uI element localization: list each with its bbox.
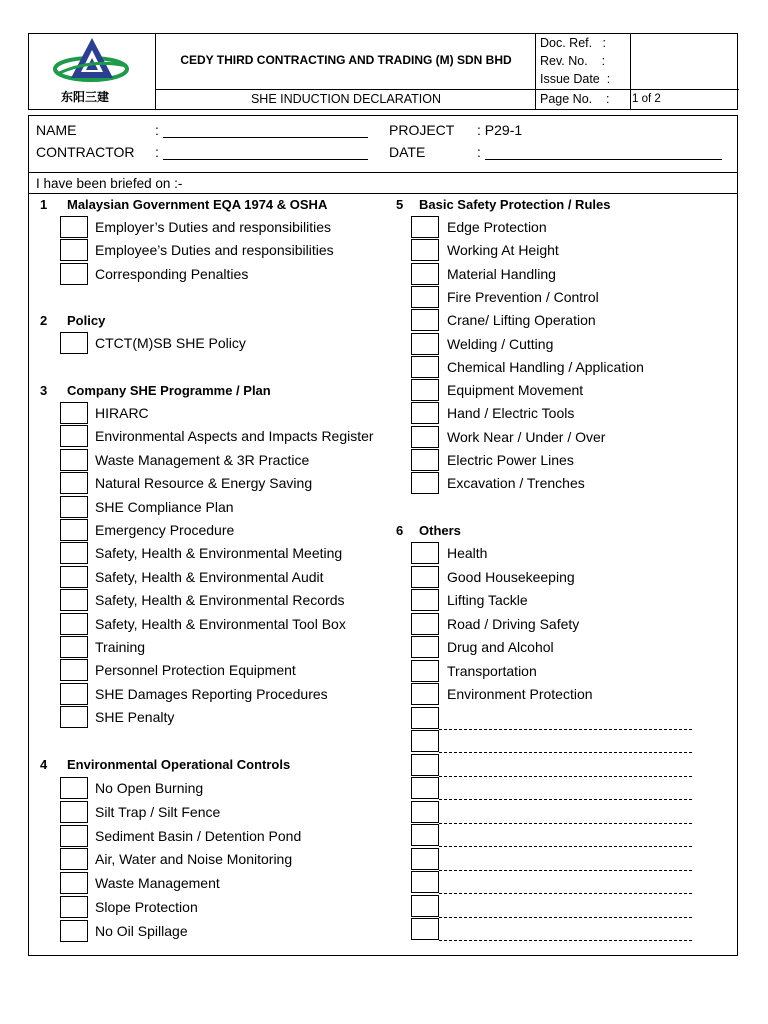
checkbox[interactable] bbox=[60, 566, 88, 588]
section-title: Policy bbox=[67, 313, 106, 328]
section-title: Malaysian Government EQA 1974 & OSHA bbox=[67, 197, 328, 212]
checkbox[interactable] bbox=[411, 286, 439, 308]
checklist-item: Good Housekeeping bbox=[447, 568, 575, 585]
section-number: 5 bbox=[396, 197, 404, 212]
issue-date-label: Issue Date : bbox=[540, 72, 611, 86]
checkbox[interactable] bbox=[411, 216, 439, 238]
checkbox[interactable] bbox=[411, 239, 439, 261]
date-label: DATE bbox=[389, 144, 426, 160]
checkbox[interactable] bbox=[60, 872, 88, 894]
checkbox[interactable] bbox=[60, 636, 88, 658]
checkbox[interactable] bbox=[60, 706, 88, 728]
blank-entry-line[interactable] bbox=[439, 776, 692, 777]
checkbox[interactable] bbox=[411, 263, 439, 285]
checkbox[interactable] bbox=[411, 309, 439, 331]
blank-entry-line[interactable] bbox=[439, 893, 692, 894]
checklist-item: Employer’s Duties and responsibilities bbox=[95, 219, 332, 235]
checklist-item: Work Near / Under / Over bbox=[447, 428, 606, 445]
checkbox[interactable] bbox=[411, 660, 439, 682]
checkbox[interactable] bbox=[411, 918, 439, 940]
document-header bbox=[28, 33, 738, 110]
checkbox[interactable] bbox=[411, 379, 439, 401]
checklist-item: Drug and Alcohol bbox=[447, 639, 554, 655]
section-title: Company SHE Programme / Plan bbox=[67, 383, 271, 398]
header-divider bbox=[535, 34, 536, 109]
checkbox[interactable] bbox=[411, 707, 439, 729]
form-divider bbox=[29, 172, 737, 173]
checklist-item: Electric Power Lines bbox=[447, 452, 574, 468]
checklist-item: Edge Protection bbox=[447, 219, 547, 235]
company-name: CEDY THIRD CONTRACTING AND TRADING (M) SDN BHD bbox=[180, 53, 512, 67]
checkbox[interactable] bbox=[411, 613, 439, 635]
checkbox[interactable] bbox=[411, 848, 439, 870]
checklist-item: No Open Burning bbox=[95, 780, 204, 796]
section-title: Environmental Operational Controls bbox=[67, 757, 291, 772]
section-number: 2 bbox=[40, 313, 48, 328]
company-logo bbox=[51, 36, 135, 88]
checklist-item: CTCT(M)SB SHE Policy bbox=[95, 335, 246, 351]
checklist-item: Material Handling bbox=[447, 265, 556, 282]
blank-entry-line[interactable] bbox=[439, 940, 692, 941]
checklist-item: Safety, Health & Environmental Tool Box bbox=[95, 615, 346, 632]
blank-entry-line[interactable] bbox=[439, 729, 692, 730]
checklist-item: Employee’s Duties and responsibilities bbox=[95, 242, 334, 259]
checkbox[interactable] bbox=[411, 895, 439, 917]
checkbox[interactable] bbox=[411, 333, 439, 355]
name-label: NAME bbox=[36, 122, 77, 138]
page-no-label: Page No. : bbox=[540, 92, 610, 106]
page-number: 1 of 2 bbox=[632, 93, 661, 105]
checklist-item: No Oil Spillage bbox=[95, 922, 188, 939]
colon: : bbox=[155, 122, 159, 138]
blank-entry-line[interactable] bbox=[439, 917, 692, 918]
checklist-item: Environmental Aspects and Impacts Register bbox=[95, 428, 374, 445]
checkbox[interactable] bbox=[60, 519, 88, 541]
header-divider bbox=[155, 34, 156, 109]
briefed-label: I have been briefed on :- bbox=[36, 176, 183, 191]
checkbox[interactable] bbox=[60, 216, 88, 238]
checklist-item: Equipment Movement bbox=[447, 382, 584, 399]
name-field[interactable] bbox=[163, 137, 368, 138]
checklist-item: Safety, Health & Environmental Records bbox=[95, 592, 345, 609]
checkbox[interactable] bbox=[411, 730, 439, 752]
rev-no-label: Rev. No. : bbox=[540, 54, 606, 68]
checkbox[interactable] bbox=[60, 613, 88, 635]
checklist-item: Lifting Tackle bbox=[447, 592, 528, 608]
contractor-label: CONTRACTOR bbox=[36, 144, 135, 160]
colon: : bbox=[477, 144, 481, 160]
checklist-item: Natural Resource & Energy Saving bbox=[95, 475, 313, 492]
checklist-item: Welding / Cutting bbox=[447, 335, 554, 352]
checklist-item: Road / Driving Safety bbox=[447, 615, 580, 632]
checkbox[interactable] bbox=[60, 496, 88, 518]
checklist-item: Safety, Health & Environmental Meeting bbox=[95, 545, 343, 562]
checkbox[interactable] bbox=[411, 777, 439, 799]
section-number: 1 bbox=[40, 197, 48, 212]
checkbox[interactable] bbox=[60, 825, 88, 847]
blank-entry-line[interactable] bbox=[439, 823, 692, 824]
checklist-item: Emergency Procedure bbox=[95, 522, 235, 538]
checkbox[interactable] bbox=[411, 449, 439, 471]
checklist-item: HIRARC bbox=[95, 405, 149, 421]
checklist-item: Transportation bbox=[447, 662, 537, 679]
checkbox[interactable] bbox=[60, 472, 88, 494]
logo-text: 东阳三建 bbox=[61, 90, 110, 104]
blank-entry-line[interactable] bbox=[439, 752, 692, 753]
blank-entry-line[interactable] bbox=[439, 799, 692, 800]
section-title: Others bbox=[419, 523, 461, 538]
checklist-item: Health bbox=[447, 545, 488, 561]
contractor-field[interactable] bbox=[163, 159, 368, 160]
checkbox[interactable] bbox=[60, 263, 88, 285]
form-divider bbox=[29, 193, 737, 194]
checklist-item: Slope Protection bbox=[95, 899, 198, 915]
header-divider bbox=[155, 89, 630, 90]
checkbox[interactable] bbox=[60, 896, 88, 918]
section-number: 3 bbox=[40, 383, 48, 398]
checkbox[interactable] bbox=[411, 356, 439, 378]
checklist-item: Hand / Electric Tools bbox=[447, 405, 575, 422]
checkbox[interactable] bbox=[411, 824, 439, 846]
checkbox[interactable] bbox=[60, 542, 88, 564]
checkbox[interactable] bbox=[411, 426, 439, 448]
section-title: Basic Safety Protection / Rules bbox=[419, 197, 611, 212]
checkbox[interactable] bbox=[60, 589, 88, 611]
checklist-item: Fire Prevention / Control bbox=[447, 288, 599, 305]
checkbox[interactable] bbox=[60, 920, 88, 942]
document-title: SHE INDUCTION DECLARATION bbox=[250, 92, 442, 106]
checkbox[interactable] bbox=[411, 542, 439, 564]
checkbox[interactable] bbox=[411, 683, 439, 705]
header-divider bbox=[630, 34, 631, 109]
checkbox[interactable] bbox=[60, 848, 88, 870]
checkbox[interactable] bbox=[60, 659, 88, 681]
checkbox[interactable] bbox=[60, 332, 88, 354]
checklist-item: SHE Damages Reporting Procedures bbox=[95, 685, 328, 702]
checkbox[interactable] bbox=[60, 801, 88, 823]
project-value: : P29-1 bbox=[477, 122, 523, 138]
checkbox[interactable] bbox=[60, 425, 88, 447]
blank-entry-line[interactable] bbox=[439, 846, 692, 847]
header-divider bbox=[630, 89, 739, 90]
checklist-item: Silt Trap / Silt Fence bbox=[95, 803, 221, 820]
doc-ref-label: Doc. Ref. : bbox=[540, 36, 606, 50]
checklist-item: Training bbox=[95, 639, 146, 655]
checklist-item: Air, Water and Noise Monitoring bbox=[95, 851, 293, 868]
checkbox[interactable] bbox=[60, 402, 88, 424]
checkbox[interactable] bbox=[411, 472, 439, 494]
section-number: 6 bbox=[396, 523, 404, 538]
checklist-item: Sediment Basin / Detention Pond bbox=[95, 827, 302, 844]
checkbox[interactable] bbox=[60, 777, 88, 799]
checkbox[interactable] bbox=[411, 589, 439, 611]
checkbox[interactable] bbox=[411, 801, 439, 823]
checkbox[interactable] bbox=[411, 754, 439, 776]
section-number: 4 bbox=[40, 757, 48, 772]
checkbox[interactable] bbox=[411, 402, 439, 424]
checkbox[interactable] bbox=[60, 239, 88, 261]
checklist-item: Waste Management & 3R Practice bbox=[95, 451, 310, 468]
checklist-item: Chemical Handling / Application bbox=[447, 358, 644, 375]
colon: : bbox=[155, 144, 159, 160]
checkbox[interactable] bbox=[60, 683, 88, 705]
checklist-item: Waste Management bbox=[95, 875, 220, 892]
checklist-item: Environment Protection bbox=[447, 686, 593, 702]
checklist-item: Corresponding Penalties bbox=[95, 265, 249, 282]
checklist-item: Working At Height bbox=[447, 242, 559, 259]
blank-entry-line[interactable] bbox=[439, 870, 692, 871]
project-label: PROJECT bbox=[389, 122, 455, 138]
checklist-item: SHE Compliance Plan bbox=[95, 498, 234, 515]
checklist-item: Safety, Health & Environmental Audit bbox=[95, 568, 324, 585]
checkbox[interactable] bbox=[60, 449, 88, 471]
checklist-item: SHE Penalty bbox=[95, 709, 175, 726]
checklist-item: Excavation / Trenches bbox=[447, 475, 585, 492]
date-field[interactable] bbox=[485, 159, 722, 160]
checkbox[interactable] bbox=[411, 636, 439, 658]
checklist-item: Crane/ Lifting Operation bbox=[447, 312, 596, 329]
checkbox[interactable] bbox=[411, 871, 439, 893]
checkbox[interactable] bbox=[411, 566, 439, 588]
checklist-item: Personnel Protection Equipment bbox=[95, 662, 296, 679]
